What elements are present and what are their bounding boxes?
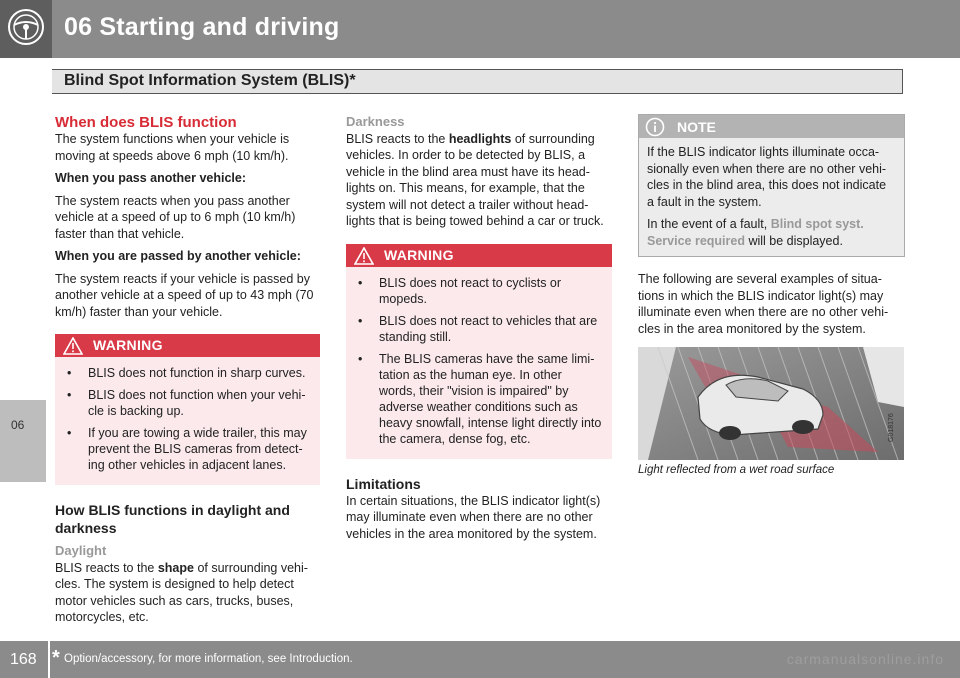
- darkness-text: BLIS reacts to the headlights of surrounding vehicles. In order to be detected by BLIS, a vehicle in the blind area must have its head-lights on. This means, for example, that the system will not detect a trailer without head-lights that is being towed behind a car or truck.: [346, 131, 604, 228]
- side-tab-label: 06: [11, 418, 25, 432]
- warning-box-1: [55, 334, 320, 485]
- warning-item: • BLIS does not react to vehicles that are standing still.: [358, 313, 598, 344]
- pass-text: The system reacts when you pass another vehicle at a speed of up to 6 mph (10 km/h) faster than that vehicle.: [55, 193, 296, 241]
- warning-triangle-icon: [354, 247, 374, 265]
- warning-label: WARNING: [93, 337, 163, 353]
- warning-triangle-icon: [63, 337, 83, 355]
- passed-text: The system reacts if your vehicle is passed by another vehicle at a speed of up to 43 mph (70 km/h) faster than your vehicle.: [55, 271, 314, 319]
- figure-code: G018176: [888, 413, 895, 442]
- pass-heading: When you pass another vehicle:: [55, 171, 247, 185]
- figure-caption: Light reflected from a wet road surface: [638, 464, 835, 476]
- column-2: [346, 114, 612, 542]
- chapter-title: 06 Starting and driving: [64, 13, 340, 41]
- warning-item: • BLIS does not function in sharp curves.: [67, 366, 306, 380]
- warning-header: [55, 334, 320, 357]
- steering-wheel-icon: [0, 0, 52, 58]
- footer-divider: [48, 641, 50, 678]
- page-number: 168: [10, 651, 37, 668]
- passed-heading: When you are passed by another vehicle:: [55, 249, 301, 263]
- info-icon: [645, 117, 665, 137]
- limitations-heading: Limitations: [346, 475, 421, 492]
- warning-list: [55, 357, 320, 485]
- section-title: Blind Spot Information System (BLIS)*: [64, 72, 356, 89]
- warning-label: WARNING: [384, 246, 454, 263]
- note-box: [638, 114, 905, 257]
- note-header: [639, 115, 904, 138]
- footnote-star: *: [52, 647, 60, 669]
- warning-item: • BLIS does not function when your vehi-cle is backing up.: [67, 388, 306, 418]
- warning-item: • If you are towing a wide trailer, this may prevent the BLIS cameras from detect-ing other vehicles in adjacent lanes.: [67, 426, 307, 472]
- note-label: NOTE: [677, 119, 716, 135]
- wet-road-illustration: [638, 347, 904, 460]
- warning-item: • The BLIS cameras have the same limi-tation as the human eye. In other words, their "vision is impaired" by adverse weather conditions such as heavy snowfall, intense light directly into the camera, dense fog, etc.: [358, 351, 602, 446]
- warning-item: • BLIS does not react to cyclists or mopeds.: [358, 275, 562, 306]
- when-heading: When does BLIS function: [55, 114, 237, 131]
- footnote-text: Option/accessory, for more information, see Introduction.: [64, 653, 353, 665]
- note-body: [639, 138, 904, 256]
- warning-list: [346, 267, 612, 459]
- section-bar: [52, 69, 903, 94]
- note-paragraph-2: In the event of a fault, Blind spot syst. Service required will be displayed.: [647, 217, 864, 248]
- note-paragraph-1: If the BLIS indicator lights illuminate occa-sionally even when there are no other vehi-cles in the blind area, this does not indicate a fault in the system.: [647, 145, 887, 209]
- column-1: [55, 114, 320, 626]
- chapter-side-tab: [0, 400, 46, 482]
- examples-text: The following are several examples of situa-tions in which the BLIS indicator light(s) may illuminate even when there are no other vehi-cles in the area monitored by the system.: [638, 272, 889, 336]
- watermark-text: carmanualsonline.info: [786, 651, 944, 667]
- limitations-text: In certain situations, the BLIS indicator light(s) may illuminate even when there are no other vehicles in the area monitored by the system.: [346, 493, 601, 541]
- warning-header: [346, 244, 612, 267]
- intro-text: The system functions when your vehicle is moving at speeds above 6 mph (10 km/h).: [55, 132, 290, 163]
- daylight-darkness-heading: How BLIS functions in daylight and darkness: [55, 502, 290, 536]
- warning-box-2: [346, 244, 612, 459]
- darkness-subheading: Darkness: [346, 114, 405, 129]
- header-band: [0, 0, 960, 58]
- footer-band: [0, 641, 960, 678]
- daylight-subheading: Daylight: [55, 543, 107, 558]
- column-3: [638, 114, 905, 476]
- daylight-text: BLIS reacts to the shape of surrounding vehi-cles. The system is designed to help detect motor vehicles such as cars, trucks, buses, motorcycles, etc.: [55, 560, 308, 624]
